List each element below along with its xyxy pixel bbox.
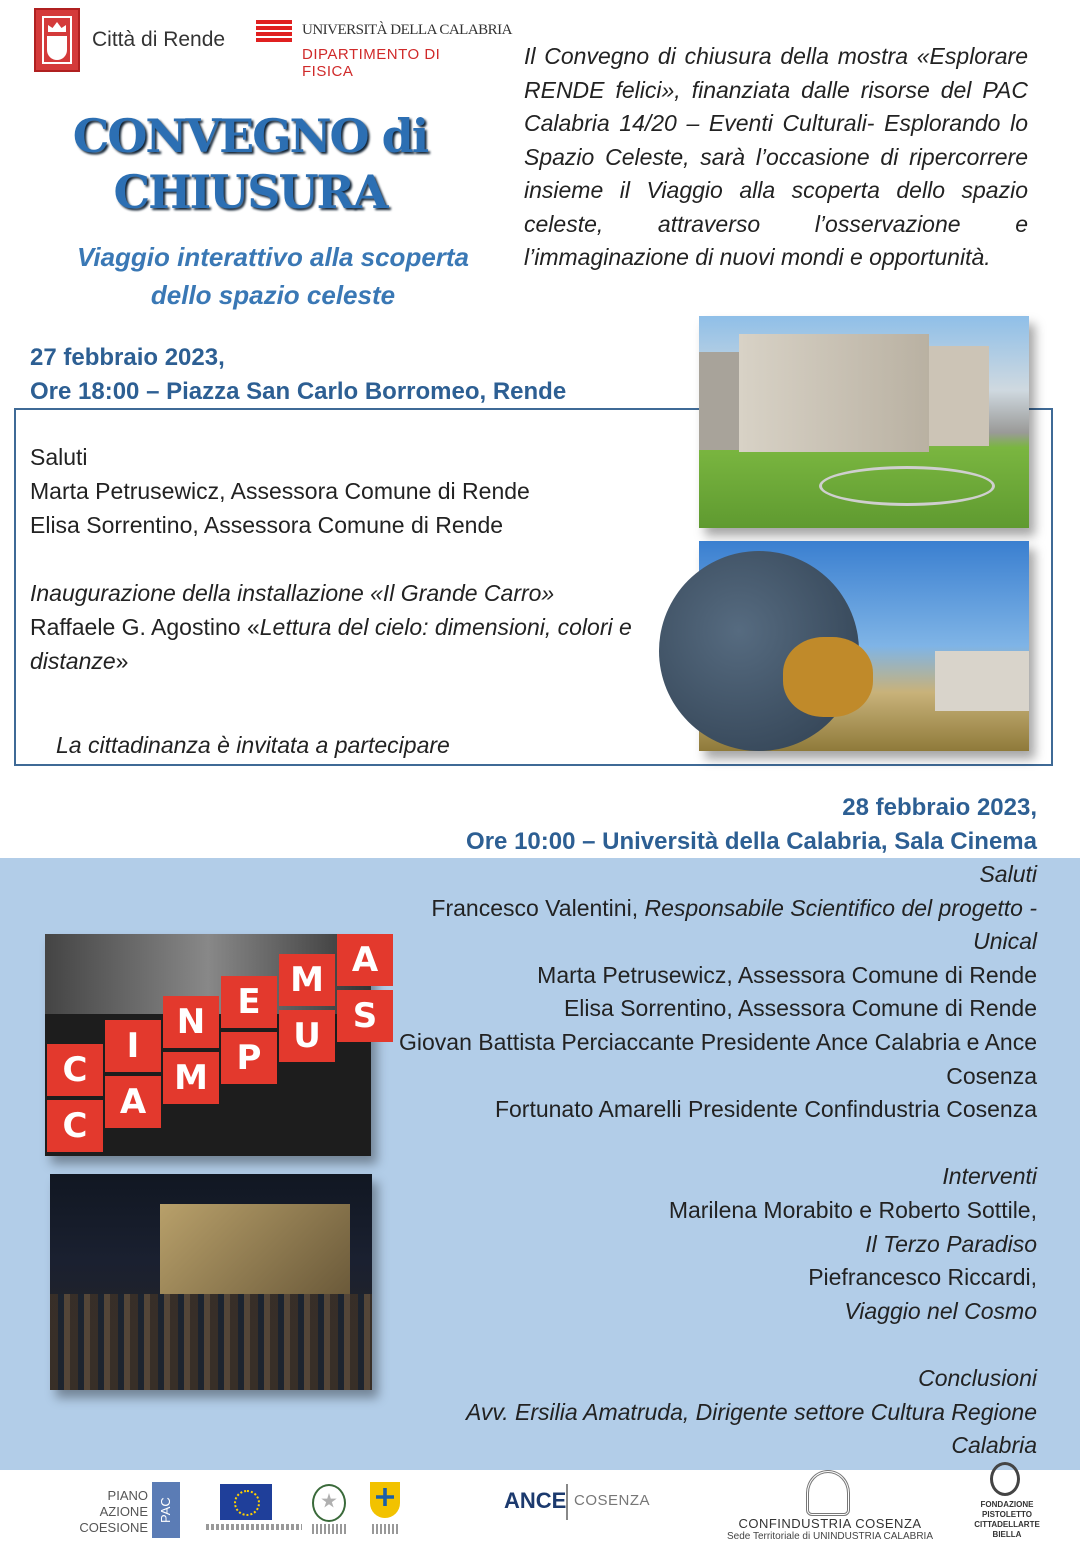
sign-letter: C (47, 1044, 103, 1096)
pistoletto-line-1: FONDAZIONE (980, 1500, 1034, 1509)
sign-letter: A (105, 1076, 161, 1128)
cinema-hall-photo (50, 1174, 372, 1390)
event2-place: Ore 10:00 – Università della Calabria, Sala Cinema (466, 828, 1037, 855)
department-name: DIPARTIMENTO DI FISICA (302, 46, 441, 80)
italian-republic-caption (312, 1524, 346, 1534)
sign-letter: C (47, 1100, 103, 1152)
sign-letter: E (221, 976, 277, 1028)
intro-paragraph: Il Convegno di chiusura della mostra «Esplorare RENDE felici», finanziata dalle risorse del PAC Calabria 14/20 – Eventi Culturali- Esplorando lo Spazio Celeste, sarà l’occasione di ripercorrere insieme il Viaggio alla scoperta dello spazio celeste, attraverso l’osservazione e l’immaginazione di nuovi mondi e opportunità. (524, 43, 1028, 270)
regione-calabria-caption (372, 1524, 400, 1534)
event1-greeting-1: Marta Petrusewicz, Assessora Comune di Rende (30, 478, 530, 504)
event1-place: Ore 18:00 – Piazza San Carlo Borromeo, Rende (30, 378, 567, 405)
confindustria-name: CONFINDUSTRIA COSENZA (738, 1516, 922, 1531)
pac-line-1: PIANO (107, 1488, 148, 1503)
city-name: Città di Rende (92, 28, 226, 51)
title-line-1: CONVEGNO di (72, 109, 428, 163)
sign-letter: U (279, 1010, 335, 1062)
event1-talk-close: » (115, 648, 129, 674)
pac-logo-box: PAC (152, 1482, 180, 1538)
sign-letter: M (279, 954, 335, 1006)
sign-letter: N (163, 996, 219, 1048)
subtitle-line-2: dello spazio celeste (150, 280, 396, 310)
event1-greetings-label: Saluti (30, 444, 88, 470)
planetarium-photo (699, 541, 1029, 751)
event1-talk (30, 610, 690, 678)
event2-intervention-2-name: Piefrancesco Riccardi, (808, 1264, 1037, 1291)
event1-speaker: Raffaele G. Agostino « (30, 614, 260, 640)
title-line-2: CHIUSURA (113, 165, 387, 219)
eu-caption (206, 1524, 302, 1530)
pac-logo-text (78, 1488, 148, 1536)
event1-invite: La cittadinanza è invitata a partecipare (56, 732, 450, 758)
event2-greeting-1 (387, 892, 1037, 959)
ance-logo: ANCE (504, 1488, 567, 1513)
event1-program (30, 440, 690, 678)
pistoletto-line-4: BIELLA (992, 1530, 1022, 1539)
university-logo-icon (256, 20, 292, 44)
event2-greeting-1-role: Responsabile Scientifico del progetto -Unical (644, 894, 1037, 955)
pistoletto-line-2: PISTOLETTO (982, 1510, 1032, 1519)
event2-greeting-5: Fortunato Amarelli Presidente Confindustria Cosenza (494, 1096, 1037, 1123)
event2-greeting-2: Marta Petrusewicz, Assessora Comune di Rende (537, 961, 1037, 988)
pac-line-3: COESIONE (79, 1520, 148, 1535)
event2-interventions-label: Interventi (942, 1163, 1037, 1190)
city-of-rende-logo (34, 8, 80, 72)
sign-letter: S (337, 990, 393, 1042)
subtitle-line-1: Viaggio interattivo alla scoperta (76, 242, 470, 272)
event2-conclusions-label: Conclusioni (918, 1364, 1037, 1391)
sign-letter: P (221, 1032, 277, 1084)
event2-greeting-1-name: Francesco Valentini, (431, 894, 645, 921)
confindustria-subtitle: Sede Territoriale di UNINDUSTRIA CALABRIA (727, 1531, 933, 1542)
sign-letter: I (105, 1020, 161, 1072)
event2-intervention-1-name: Marilena Morabito e Roberto Sottile, (668, 1196, 1037, 1223)
sign-letter: M (163, 1052, 219, 1104)
event2-greeting-3: Elisa Sorrentino, Assessora Comune di Rende (563, 995, 1037, 1022)
university-name: UNIVERSITÀ DELLA CALABRIA (302, 22, 512, 38)
event2-greeting-4: Giovan Battista Perciaccante Presidente Ance Calabria e Ance Cosenza (399, 1028, 1037, 1089)
italian-republic-emblem-icon (312, 1484, 346, 1522)
event1-talk-title: Lettura del cielo: dimensioni, colori e distanze (30, 614, 632, 674)
pac-line-2: AZIONE (99, 1504, 148, 1519)
cinema-campus-sign-photo (45, 934, 379, 1156)
event2-date: 28 febbraio 2023, (842, 794, 1037, 821)
event2-program (387, 858, 1037, 1463)
subtitle (40, 238, 506, 314)
regione-calabria-emblem-icon (370, 1482, 400, 1518)
eu-flag-icon (220, 1484, 272, 1520)
pistoletto-foundation-text (974, 1500, 1040, 1540)
event1-inauguration: Inaugurazione della installazione «Il Grande Carro» (30, 580, 555, 606)
confindustria-logo-icon (806, 1470, 850, 1516)
event1-date: 27 febbraio 2023, (30, 344, 225, 371)
pistoletto-logo-icon (990, 1462, 1020, 1496)
event2-conclusion-1: Avv. Ersilia Amatruda, Dirigente settore Cultura Regione Calabria (465, 1398, 1037, 1459)
sign-letter: A (337, 934, 393, 986)
event2-greetings-label: Saluti (979, 861, 1037, 887)
event1-greeting-2: Elisa Sorrentino, Assessora Comune di Rende (30, 512, 504, 538)
ance-city: COSENZA (574, 1492, 651, 1509)
piazza-photo (699, 316, 1029, 528)
event2-intervention-1-title: Il Terzo Paradiso (865, 1230, 1037, 1257)
ance-divider (566, 1484, 568, 1520)
pistoletto-line-3: CITTADELLARTE (974, 1520, 1040, 1529)
page-title (40, 108, 460, 220)
event2-intervention-2-title: Viaggio nel Cosmo (844, 1297, 1037, 1324)
